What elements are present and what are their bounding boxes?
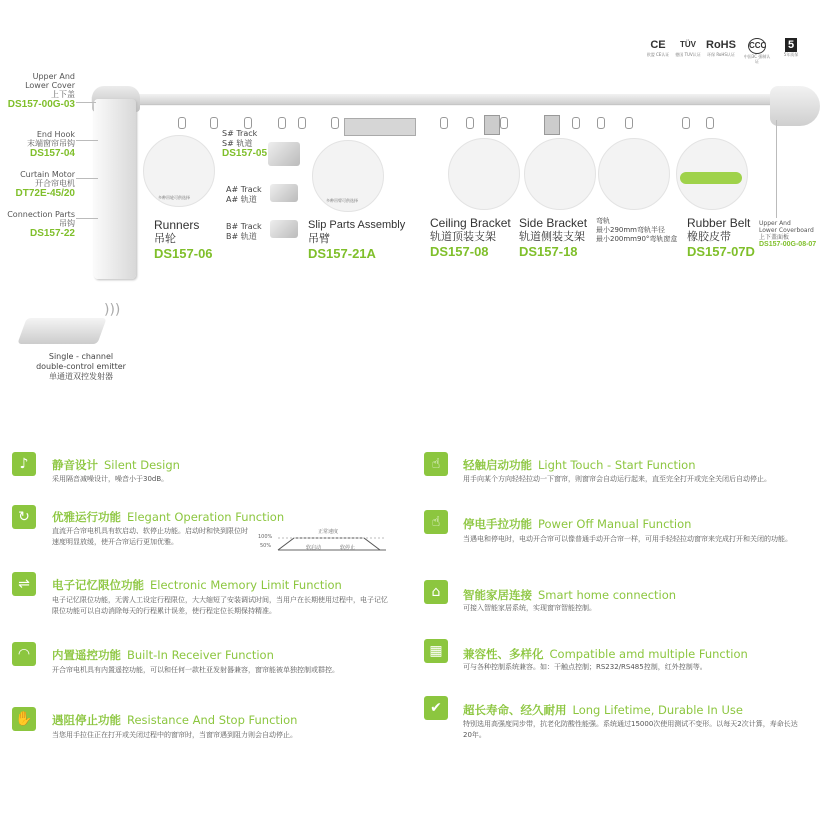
feature-poweroff-desc: 当遇电和停电时，电动开合帘可以像普通手动开合帘一样，可用手轻轻拉动窗帘来完成打开和关闭的功能。 bbox=[463, 535, 792, 543]
tuv-cert bbox=[673, 38, 703, 57]
end-hook-en: End Hook bbox=[36, 130, 75, 139]
ceiling-label bbox=[430, 216, 511, 260]
leader-line bbox=[76, 218, 98, 219]
usb-icon: ⇌ bbox=[12, 572, 36, 596]
coverboard-code: DS157-00G-08-07 bbox=[759, 241, 817, 248]
feature-zh: 内置遥控功能 bbox=[52, 648, 121, 662]
bend-track-circle bbox=[598, 138, 670, 210]
runner-hook bbox=[244, 117, 252, 129]
wifi-icon: ◠ bbox=[12, 642, 36, 666]
emitter-en2: double-control emitter bbox=[36, 362, 126, 371]
a-track-label bbox=[226, 185, 262, 205]
feature-lighttouch-desc: 用手向某个方向轻轻拉动一下窗帘，则窗帘会自动运行起来，直至完全打开或完全关闭后自动停止。 bbox=[463, 475, 771, 483]
feature-en: Silent Design bbox=[104, 458, 180, 472]
curtain-rail bbox=[92, 94, 792, 104]
leader-line bbox=[76, 140, 98, 141]
home-icon: ⌂ bbox=[424, 580, 448, 604]
ceiling-en: Ceiling Bracket bbox=[430, 216, 511, 230]
ccc-caption: 中国3C 强制认证 bbox=[743, 54, 771, 64]
runners-note: 多种吊轮可供选择 bbox=[158, 195, 190, 200]
runners-en: Runners bbox=[154, 218, 200, 232]
rubber-code: DS157-07D bbox=[687, 244, 755, 259]
leader-line bbox=[76, 102, 96, 103]
runner-hook bbox=[298, 117, 306, 129]
speed-50-label: 50% bbox=[260, 543, 272, 549]
feature-en: Light Touch - Start Function bbox=[538, 458, 696, 472]
feature-elegant-title bbox=[52, 510, 284, 524]
runners-zh: 吊轮 bbox=[154, 232, 176, 245]
slip-label bbox=[308, 218, 405, 262]
a-track-en: A# Track bbox=[226, 185, 262, 194]
runner-hook bbox=[625, 117, 633, 129]
feature-zh: 静音设计 bbox=[52, 458, 98, 472]
warranty-cert bbox=[776, 38, 806, 57]
upper-cover-label bbox=[8, 72, 75, 111]
ce-mark: CE bbox=[650, 39, 666, 51]
end-hook-zh: 末端窗帘吊钩 bbox=[27, 139, 75, 148]
ceiling-bracket-mount bbox=[484, 115, 500, 135]
a-track-zh: A# 轨道 bbox=[226, 195, 257, 204]
emitter-zh: 单通道双控发射器 bbox=[49, 372, 113, 381]
motor-zh: 开合帘电机 bbox=[35, 179, 75, 188]
a-track-image bbox=[270, 184, 298, 202]
feature-zh: 轻触启动功能 bbox=[463, 458, 532, 472]
connection-code: DS157-22 bbox=[29, 228, 75, 239]
coverboard-en2: Lower Coverboard bbox=[759, 227, 814, 234]
connection-en: Connection Parts bbox=[7, 210, 75, 219]
remote-emitter-image bbox=[17, 318, 106, 344]
power-off-icon: ☝ bbox=[424, 510, 448, 534]
feature-zh: 优雅运行功能 bbox=[52, 510, 121, 524]
rohs-mark: RoHS bbox=[706, 39, 736, 51]
signal-waves-icon: ))) bbox=[104, 302, 121, 318]
end-hook-code: DS157-04 bbox=[29, 148, 75, 159]
feature-en: Compatible amd multiple Function bbox=[549, 647, 748, 661]
s-track-code: DS157-05 bbox=[222, 148, 268, 159]
end-hook-label bbox=[27, 130, 75, 160]
tuv-caption: 德国 TUV认证 bbox=[675, 52, 701, 57]
feature-en: Built-In Receiver Function bbox=[127, 648, 274, 662]
feature-elegant-desc: 直流开合帘电机具有软启动、软停止功能。启动时和快到限位时速度明显放缓，使开合帘运行更加优雅。 bbox=[52, 527, 248, 546]
connection-label bbox=[7, 210, 75, 240]
ceiling-code: DS157-08 bbox=[430, 244, 489, 259]
right-endcap bbox=[770, 86, 820, 126]
rubber-en: Rubber Belt bbox=[687, 216, 751, 230]
feature-zh: 电子记忆限位功能 bbox=[52, 578, 144, 592]
rubber-belt-image bbox=[680, 172, 742, 184]
emitter-label bbox=[26, 352, 136, 382]
motor-code: DT72E-45/20 bbox=[15, 188, 75, 199]
ceiling-bracket-circle bbox=[448, 138, 520, 210]
feature-resistance-title bbox=[52, 713, 297, 727]
s-track-en: S# Track bbox=[222, 129, 258, 138]
slip-bracket-image bbox=[344, 118, 416, 136]
feature-lifetime-title bbox=[463, 703, 743, 717]
speaker-icon: ♪ bbox=[12, 452, 36, 476]
soft-stop-label: 软停止 bbox=[340, 545, 356, 551]
leader-line bbox=[776, 120, 777, 218]
slip-en: Slip Parts Assembly bbox=[308, 219, 406, 231]
motor-en: Curtain Motor bbox=[20, 170, 75, 179]
b-track-label bbox=[226, 222, 262, 242]
side-en: Side Bracket bbox=[519, 216, 588, 230]
feature-silent-title bbox=[52, 458, 180, 472]
cycle-icon: ↻ bbox=[12, 505, 36, 529]
upper-cover-zh: 上下盖 bbox=[51, 90, 75, 99]
speed-100-label: 100% bbox=[258, 534, 273, 540]
feature-zh: 智能家居连接 bbox=[463, 588, 532, 602]
speed-normal-label: 正常速度 bbox=[318, 529, 339, 535]
runner-hook bbox=[278, 117, 286, 129]
hand-stop-icon: ✋ bbox=[12, 707, 36, 731]
runner-hook bbox=[706, 117, 714, 129]
curtain-motor-image bbox=[94, 99, 136, 279]
rubber-label bbox=[687, 216, 755, 260]
feature-silent-desc: 采用隔音减噪设计，噪音小于30dB。 bbox=[52, 475, 169, 483]
feature-zh: 兼容性、多样化 bbox=[463, 647, 544, 661]
coverboard-zh: 上下盖面板 bbox=[759, 234, 790, 241]
runners-code: DS157-06 bbox=[154, 246, 213, 261]
rohs-caption: 环保 RoHS认证 bbox=[707, 52, 735, 57]
side-code: DS157-18 bbox=[519, 244, 578, 259]
feature-zh: 停电手拉功能 bbox=[463, 517, 532, 531]
feature-memory-desc: 电子记忆限位功能，无需人工设定行程限位，大大缩短了安装调试时间，当用户在长期使用过程中，电子记忆限位功能可以自动消除每天的行程累计误差，使行程定位长期保持精准。 bbox=[52, 596, 388, 615]
feature-lighttouch-title bbox=[463, 458, 696, 472]
feature-receiver-desc: 开合帘电机具有内置遥控功能，可以和任何一款杜亚发射器兼容，窗帘能被单独控制或群控。 bbox=[52, 666, 339, 674]
side-bracket-mount bbox=[544, 115, 560, 135]
runners-label bbox=[154, 218, 213, 262]
side-bracket-circle bbox=[524, 138, 596, 210]
feature-en: Smart home connection bbox=[538, 588, 677, 602]
runner-hook bbox=[440, 117, 448, 129]
feature-smarthome-desc: 可接入智能家居系统，实现窗帘智能控制。 bbox=[463, 604, 596, 612]
feature-zh: 超长寿命、经久耐用 bbox=[463, 703, 567, 717]
grid-icon: ▦ bbox=[424, 639, 448, 663]
leader-line bbox=[76, 178, 98, 179]
coverboard-label bbox=[759, 220, 816, 248]
b-track-en: B# Track bbox=[226, 222, 262, 231]
feature-smarthome-title bbox=[463, 588, 676, 602]
upper-cover-en1: Upper And bbox=[32, 72, 75, 81]
s-track-zh: S# 轨道 bbox=[222, 139, 253, 148]
feature-poweroff-title bbox=[463, 517, 691, 531]
feature-memory-title bbox=[52, 578, 342, 592]
runner-hook bbox=[210, 117, 218, 129]
s-track-image bbox=[268, 142, 300, 166]
side-zh: 轨道侧装支架 bbox=[519, 230, 585, 243]
b-track-zh: B# 轨道 bbox=[226, 232, 257, 241]
runner-hook bbox=[178, 117, 186, 129]
connection-zh: 吊钩 bbox=[59, 219, 75, 228]
feature-lifetime-desc: 特别选用高强度同步带，抗老化防酸性能强。系统通过15000次使用测试不变形。以每天2次计算，寿命长达20年。 bbox=[463, 720, 798, 739]
runner-hook bbox=[500, 117, 508, 129]
soft-start-label: 软启动 bbox=[306, 545, 322, 551]
check-icon: ✔ bbox=[424, 696, 448, 720]
feature-zh: 遇阻停止功能 bbox=[52, 713, 121, 727]
touch-icon: ☝ bbox=[424, 452, 448, 476]
bend-label bbox=[596, 217, 677, 244]
slip-code: DS157-21A bbox=[308, 246, 376, 261]
feature-compatible-title bbox=[463, 647, 748, 661]
bend-l1: 弯轨 bbox=[596, 217, 610, 225]
side-label bbox=[519, 216, 587, 260]
feature-resistance-desc: 当您用手拉住正在打开或关闭过程中的窗帘时，当窗帘遇到阻力则会自动停止。 bbox=[52, 731, 297, 739]
runner-hook bbox=[466, 117, 474, 129]
upper-cover-en2: Lower Cover bbox=[25, 81, 75, 90]
rohs-cert bbox=[706, 38, 736, 57]
feature-en: Power Off Manual Function bbox=[538, 517, 692, 531]
bend-l2: 最小290mm弯轨半径 bbox=[596, 226, 665, 234]
ccc-mark: CCC bbox=[748, 38, 766, 54]
ce-caption: 欧盟 CE认证 bbox=[646, 52, 670, 57]
ce-cert bbox=[643, 38, 673, 57]
warranty-mark: 5 bbox=[785, 38, 797, 52]
coverboard-en1: Upper And bbox=[759, 220, 791, 227]
ceiling-zh: 轨道顶装支架 bbox=[430, 230, 496, 243]
feature-en: Long Lifetime, Durable In Use bbox=[572, 703, 743, 717]
upper-cover-code: DS157-00G-03 bbox=[7, 99, 75, 110]
b-track-image bbox=[270, 220, 298, 238]
runner-hook bbox=[682, 117, 690, 129]
feature-en: Electronic Memory Limit Function bbox=[150, 578, 342, 592]
feature-compatible-desc: 可与各种控制系统兼容。如：干触点控制；RS232/RS485控制，红外控制等。 bbox=[463, 663, 707, 671]
slip-note: 多种吊臂可供选择 bbox=[326, 198, 358, 203]
emitter-en1: Single - channel bbox=[48, 352, 114, 361]
feature-en: Elegant Operation Function bbox=[127, 510, 285, 524]
runner-hook bbox=[597, 117, 605, 129]
slip-zh: 吊臂 bbox=[308, 232, 330, 245]
bend-l3: 最小200mm90°弯轨窗盒 bbox=[596, 235, 678, 243]
warranty-caption: 5年质保 bbox=[783, 52, 799, 57]
ccc-cert bbox=[742, 38, 772, 64]
rubber-zh: 橡胶皮带 bbox=[687, 230, 731, 243]
motor-label bbox=[16, 170, 75, 200]
runner-hook bbox=[331, 117, 339, 129]
s-track-label bbox=[222, 129, 267, 159]
runner-hook bbox=[572, 117, 580, 129]
tuv-mark: TÜV bbox=[680, 40, 696, 49]
feature-en: Resistance And Stop Function bbox=[127, 713, 298, 727]
feature-receiver-title bbox=[52, 648, 274, 662]
